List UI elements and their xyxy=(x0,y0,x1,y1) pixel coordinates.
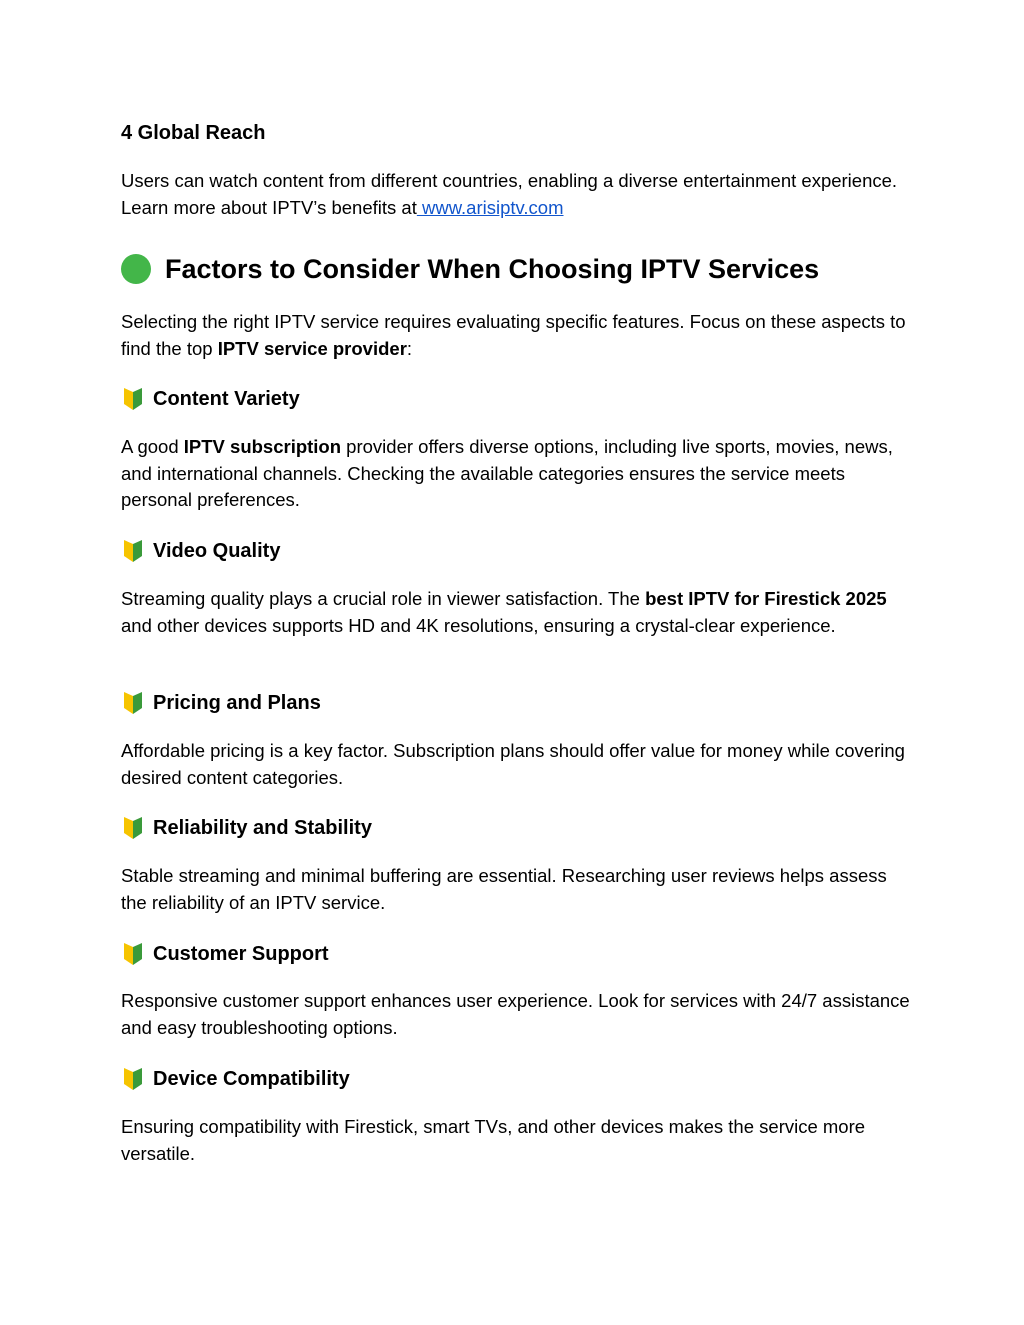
section-text-end: provider offers diverse options, including live sports, movies, news, and international channels. Checking the available categories ensures the service meets personal preferences. xyxy=(121,436,893,510)
section-paragraph: Ensuring compatibility with Firestick, smart TVs, and other devices makes the service more versatile. xyxy=(121,1116,866,1164)
arisiptv-link[interactable]: www.arisiptv.com xyxy=(416,196,564,218)
section-heading xyxy=(121,1066,911,1092)
section-heading-text: Video Quality xyxy=(153,540,281,562)
beginner-badge-icon xyxy=(121,691,145,715)
factors-intro-text: Selecting the right IPTV service requires evaluating specific features. Focus on these aspects to find the top xyxy=(121,311,906,359)
beginner-badge-icon xyxy=(121,539,145,563)
factors-heading xyxy=(121,252,911,286)
section-pricing-plans xyxy=(121,690,911,716)
beginner-badge-icon xyxy=(121,816,145,840)
section-heading xyxy=(121,941,911,967)
section-pricing-plans-body xyxy=(121,738,911,791)
global-reach-text: Users can watch content from different countries, enabling a diverse entertainment experience. Learn more about IPTV’s benefits at xyxy=(121,170,898,218)
section-reliability xyxy=(121,815,911,841)
section-customer-support xyxy=(121,941,911,967)
factors-intro xyxy=(121,309,911,362)
section-paragraph: Responsive customer support enhances user experience. Look for services with 24/7 assistance and easy troubleshooting options. xyxy=(121,990,910,1038)
global-reach-section xyxy=(121,120,911,146)
section-heading xyxy=(121,690,911,716)
section-content-variety xyxy=(121,386,911,412)
section-text: Streaming quality plays a crucial role in viewer satisfaction. The xyxy=(121,588,646,609)
section-heading-text: Customer Support xyxy=(153,943,329,965)
section-heading-text: Device Compatibility xyxy=(153,1068,350,1090)
section-device-compatibility xyxy=(121,1066,911,1092)
section-paragraph: Stable streaming and minimal buffering are essential. Researching user reviews helps assess the reliability of an IPTV service. xyxy=(121,865,887,913)
section-bold: IPTV subscription xyxy=(183,436,342,457)
section-reliability-body xyxy=(121,863,911,916)
section-heading xyxy=(121,815,911,841)
factors-heading-wrap xyxy=(121,252,911,286)
factors-heading-text: Factors to Consider When Choosing IPTV Services xyxy=(165,254,820,284)
section-text: A good xyxy=(121,436,184,457)
section-paragraph xyxy=(121,586,911,639)
section-video-quality-body xyxy=(121,586,911,639)
section-heading xyxy=(121,538,911,564)
section-paragraph xyxy=(121,434,911,514)
section-device-compatibility-body xyxy=(121,1114,911,1167)
section-heading-text: Content Variety xyxy=(153,388,300,410)
global-reach-paragraph-wrap xyxy=(121,168,911,221)
factors-intro-wrap xyxy=(121,309,911,362)
section-text-end: and other devices supports HD and 4K resolutions, ensuring a crystal-clear experience. xyxy=(121,614,836,636)
section-heading-text: Reliability and Stability xyxy=(153,817,372,839)
section-heading xyxy=(121,386,911,412)
section-heading-text: Pricing and Plans xyxy=(153,692,321,714)
beginner-badge-icon xyxy=(121,942,145,966)
section-content-variety-body xyxy=(121,434,911,514)
factors-intro-bold: IPTV service provider xyxy=(217,337,407,359)
section-bold: best IPTV for Firestick 2025 xyxy=(645,588,887,609)
section-video-quality xyxy=(121,538,911,564)
global-reach-paragraph xyxy=(121,168,911,221)
section-paragraph: Affordable pricing is a key factor. Subscription plans should offer value for money while covering desired content categories. xyxy=(121,740,905,788)
green-circle-icon xyxy=(121,254,151,284)
beginner-badge-icon xyxy=(121,387,145,411)
beginner-badge-icon xyxy=(121,1067,145,1091)
section-customer-support-body xyxy=(121,988,911,1041)
factors-intro-end: : xyxy=(406,337,413,359)
global-reach-heading: 4 Global Reach xyxy=(121,122,266,144)
